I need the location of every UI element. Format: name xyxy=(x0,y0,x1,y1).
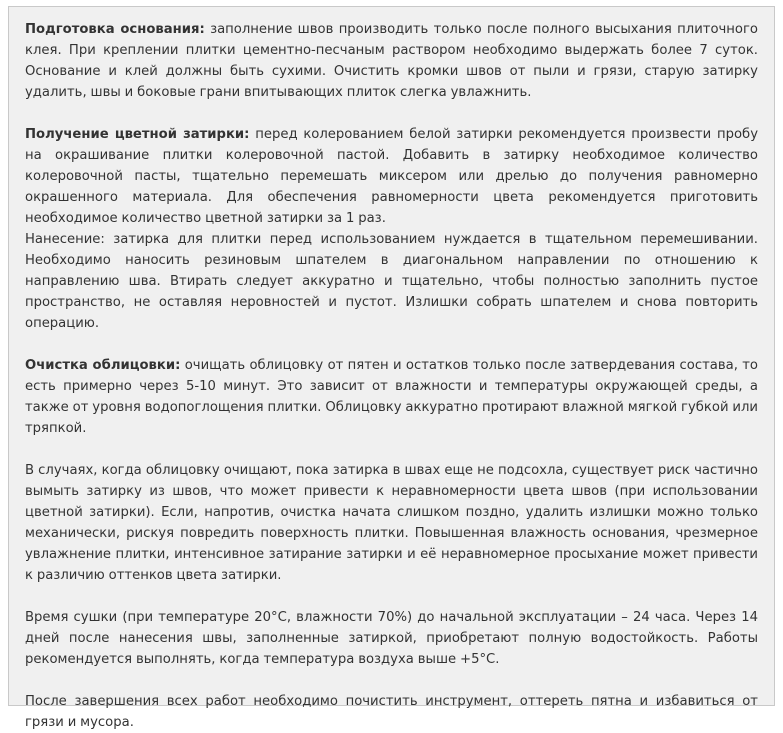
section-cleaning xyxy=(25,355,758,439)
section-heading: Очистка облицовки: xyxy=(25,358,181,373)
section-base-preparation xyxy=(25,19,758,103)
section-heading: Получение цветной затирки: xyxy=(25,127,250,142)
section-text: очищать облицовку от пятен и остатков только после затвердевания состава, то есть примерно через 5-10 минут. Это зависит от влажности и температуры окружающей среды, а также от уровня водопоглощения плитки. Облицовку аккуратно протирают влажной мягкой губкой или тряпкой. xyxy=(25,358,759,436)
paragraph-drying-time: Время сушки (при температуре 20°С, влажности 70%) до начальной эксплуатации – 24 часа. Через 14 дней после нанесения швы, заполненные затиркой, приобретают полную водостойкость. Работы рекомендуется выполнять, когда температура воздуха выше +5°С. xyxy=(25,610,758,667)
instructions-panel xyxy=(8,6,775,730)
section-text: перед колерованием белой затирки рекомендуется произвести пробу на окрашивание плитки колеровочной пастой. Добавить в затирку необходимое количество колеровочной пасты, тщательно перемешать миксером или дрелью до получения равномерно окрашенного материала. Для обеспечения равномерности цвета рекомендуется приготовить необходимое количество цветной затирки за 1 раз. xyxy=(25,127,758,226)
section-text: заполнение швов производить только после полного высыхания плиточного клея. При креплении плитки цементно-песчаным раствором необходимо выдержать более 7 суток. Основание и клей должны быть сухими. Очистить кромки швов от пыли и грязи, старую затирку удалить, швы и боковые грани впитывающих плиток слегка увлажнить. xyxy=(25,22,758,100)
paragraph-application: Нанесение: затирка для плитки перед использованием нуждается в тщательном перемешивании. Необходимо наносить резиновым шпателем в диагональном направлении по отношению к направлению шва. Втирать следует аккуратно и тщательно, чтобы полностью заполнить пустое пространство, не оставляя неровностей и пустот. Излишки собрать шпателем и снова повторить операцию. xyxy=(25,232,758,331)
section-heading: Подготовка основания: xyxy=(25,22,205,37)
section-color-grout xyxy=(25,124,758,229)
paragraph-final-cleanup: После завершения всех работ необходимо почистить инструмент, оттереть пятна и избавиться от грязи и мусора. xyxy=(25,694,758,730)
paragraph-cleaning-risks: В случаях, когда облицовку очищают, пока затирка в швах еще не подсохла, существует риск частично вымыть затирку из швов, что может привести к неравномерности цвета швов (при использовании цветной затирки). Если, напротив, очистка начата слишком поздно, удалить излишки можно только механически, рискуя повредить поверхность плитки. Повышенная влажность основания, чрезмерное увлажнение плитки, интенсивное затирание затирки и её неравномерное просыхание может привести к различию оттенков цвета затирки. xyxy=(25,463,758,583)
